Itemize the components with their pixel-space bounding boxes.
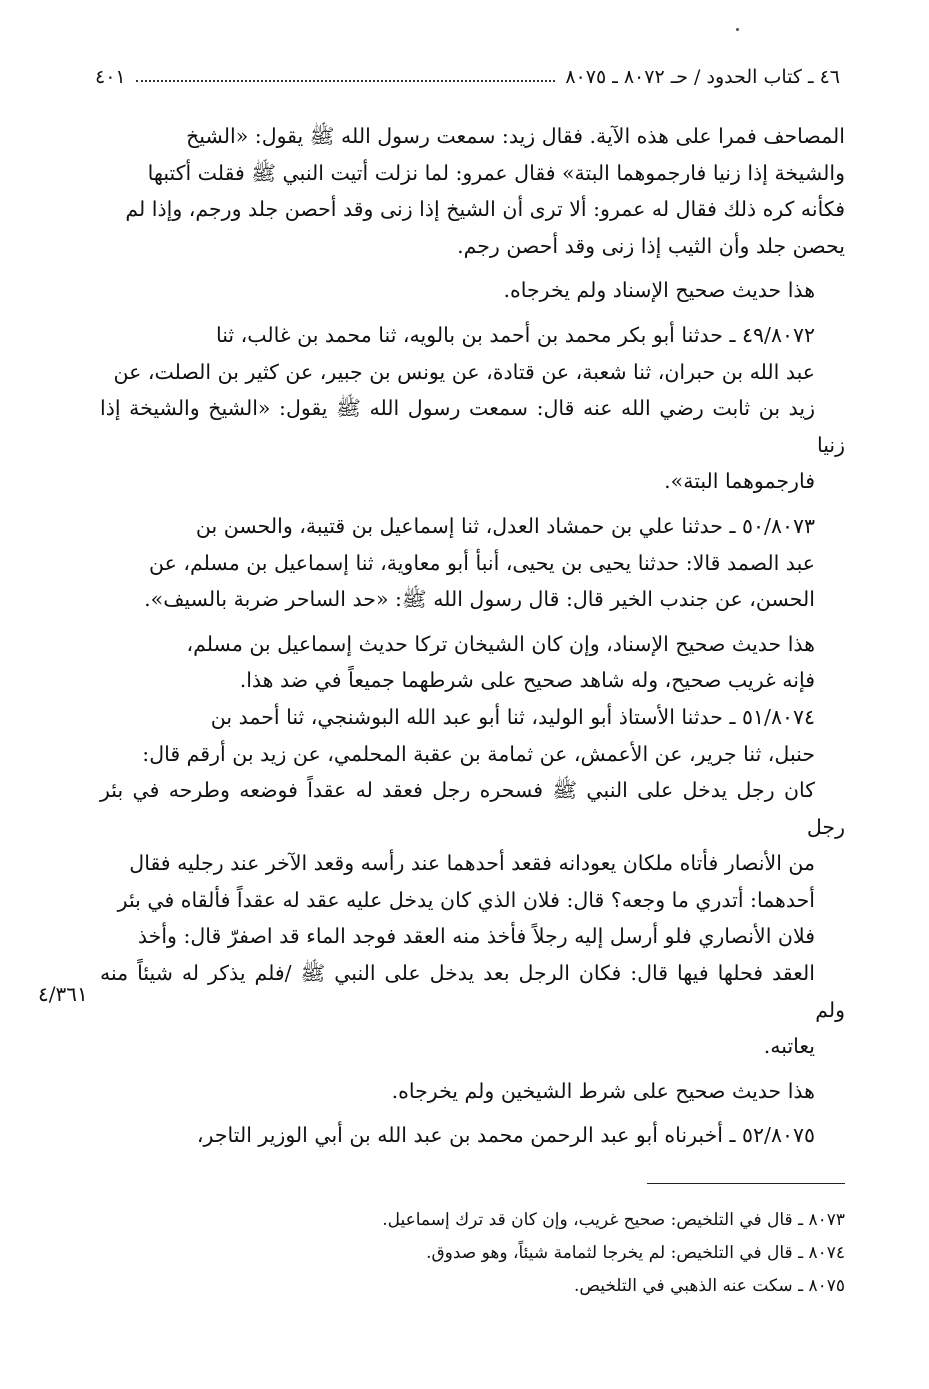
text-line: كان رجل يدخل على النبي ﷺ فسحره رجل فعقد له عقداً فوضعه وطرحه في بئر رجل bbox=[100, 778, 845, 839]
text-line: ٤٩/٨٠٧٢ ـ حدثنا أبو بكر محمد بن أحمد بن بالويه، ثنا محمد بن غالب، ثنا bbox=[215, 322, 815, 347]
text-line: هذا حديث صحيح على شرط الشيخين ولم يخرجاه. bbox=[391, 1078, 815, 1103]
text-line: العقد فحلها فيها قال: فكان الرجل بعد يدخل على النبي ﷺ /فلم يذكر له شيئاً منه ولم bbox=[100, 961, 845, 1022]
hadith-8073 bbox=[100, 508, 845, 618]
scan-speck bbox=[736, 28, 739, 31]
text-line: عبد الصمد قالا: حدثنا يحيى بن يحيى، أنبأ أبو معاوية، ثنا إسماعيل بن مسلم، عن bbox=[149, 550, 815, 575]
hadith-8072 bbox=[100, 317, 845, 500]
text-line: فلان الأنصاري فلو أرسل إليه رجلاً فأخذ منه العقد فوجد الماء قد اصفرّ قال: وأخذ bbox=[137, 924, 815, 949]
text-line: زيد بن ثابت رضي الله عنه قال: سمعت رسول الله ﷺ يقول: «الشيخ والشيخة إذا زنيا bbox=[100, 396, 845, 457]
main-text bbox=[100, 118, 845, 1154]
text-line: ٥٠/٨٠٧٣ ـ حدثنا علي بن حمشاد العدل، ثنا إسماعيل بن قتيبة، والحسن بن bbox=[195, 513, 815, 538]
footnote: ٨٠٧٣ ـ قال في التلخيص: صحيح غريب، وإن كان قد ترك إسماعيل. bbox=[382, 1210, 845, 1230]
footnote: ٨٠٧٥ ـ سكت عنه الذهبي في التلخيص. bbox=[573, 1276, 845, 1296]
text-line: الحسن، عن جندب الخير قال: قال رسول الله ﷺ: «حد الساحر ضربة بالسيف». bbox=[144, 587, 815, 612]
paragraph-2 bbox=[100, 272, 845, 309]
paragraph-5 bbox=[100, 626, 845, 699]
text-line: والشيخة إذا زنيا فارجموهما البتة» فقال عمرو: لما نزلت أتيت النبي ﷺ فقلت أكتبها bbox=[147, 160, 845, 185]
hadith-8075 bbox=[100, 1117, 845, 1154]
text-line: حنبل، ثنا جرير، عن الأعمش، عن ثمامة بن عقبة المحلمي، عن زيد بن أرقم قال: bbox=[142, 741, 815, 766]
footnote: ٨٠٧٤ ـ قال في التلخيص: لم يخرجا لثمامة شيئاً، وهو صدوق. bbox=[426, 1243, 845, 1263]
text-line: يعاتبه. bbox=[763, 1034, 815, 1059]
leader-dots bbox=[136, 80, 556, 82]
text-line: ٥١/٨٠٧٤ ـ حدثنا الأستاذ أبو الوليد، ثنا أبو عبد الله البوشنجي، ثنا أحمد بن bbox=[210, 704, 815, 729]
text-line: ٥٢/٨٠٧٥ ـ أخبرناه أبو عبد الرحمن محمد بن عبد الله بن أبي الوزير التاجر، bbox=[196, 1123, 815, 1148]
text-line: عبد الله بن حبران، ثنا شعبة، عن قتادة، عن يونس بن جبير، عن كثير بن الصلت، عن bbox=[113, 359, 815, 384]
text-line: فارجموهما البتة». bbox=[664, 469, 815, 494]
text-line: يحصن جلد وأن الثيب إذا زنى وقد أحصن رجم. bbox=[457, 233, 845, 258]
text-line: المصاحف فمرا على هذه الآية. فقال زيد: سمعت رسول الله ﷺ يقول: «الشيخ bbox=[186, 124, 845, 148]
running-header bbox=[95, 62, 840, 92]
hadith-8074 bbox=[100, 699, 845, 1065]
footnotes bbox=[100, 1204, 845, 1303]
text-line: فكأنه كره ذلك فقال له عمرو: ألا ترى أن الشيخ إذا زنى وقد أحصن جلد ورجم، وإذا لم bbox=[125, 197, 845, 222]
paragraph-1 bbox=[100, 118, 845, 264]
text-line: هذا حديث صحيح الإسناد ولم يخرجاه. bbox=[503, 278, 815, 303]
text-line: أحدهما: أتدري ما وجعه؟ قال: فلان الذي كان يدخل عليه عقد له عقداً فألقاه في بئر bbox=[117, 887, 815, 912]
page-number: ٤٠١ bbox=[95, 66, 126, 88]
footnote-rule bbox=[647, 1183, 845, 1184]
margin-page-reference: ٤/٣٦١ bbox=[38, 982, 88, 1006]
text-line: هذا حديث صحيح الإسناد، وإن كان الشيخان تركا حديث إسماعيل بن مسلم، bbox=[186, 631, 815, 656]
text-line: من الأنصار فأتاه ملكان يعودانه فقعد أحدهما عند رأسه وقعد الآخر عند رجليه فقال bbox=[129, 851, 815, 876]
text-line: فإنه غريب صحيح، وله شاهد صحيح على شرطهما جميعاً في ضد هذا. bbox=[239, 668, 815, 693]
paragraph-7 bbox=[100, 1073, 845, 1110]
chapter-title: ٤٦ ـ كتاب الحدود / حـ ٨٠٧٢ ـ ٨٠٧٥ bbox=[565, 66, 840, 88]
